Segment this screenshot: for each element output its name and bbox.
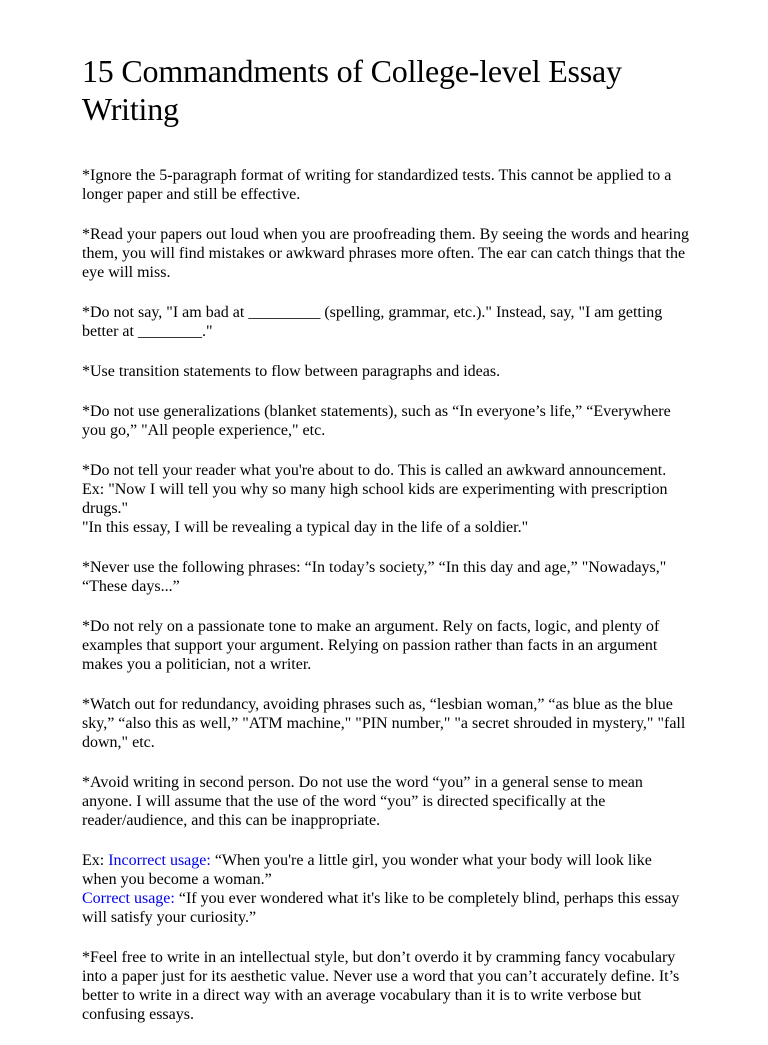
correct-usage-text: “If you ever wondered what it's like to be completely blind, perhaps this essay will satisfy your curiosity.” [82, 890, 680, 926]
commandment-3: *Do not say, "I am bad at _________ (spelling, grammar, etc.)." Instead, say, "I am getting better at ________." [82, 304, 663, 340]
commandment-9: *Watch out for redundancy, avoiding phrases such as, “lesbian woman,” “as blue as the blue sky,” “also this as well,” "ATM machine," "PIN number," "a secret shrouded in mystery," "fall down," etc. [82, 696, 686, 751]
correct-usage-label: Correct usage: [82, 890, 175, 907]
incorrect-usage-text: “When you're a little girl, you wonder what your body will look like when you become a woman.” [82, 852, 652, 888]
commandment-7: *Never use the following phrases: “In today’s society,” “In this day and age,” "Nowadays," “These days...” [82, 559, 667, 595]
commandment-1: *Ignore the 5-paragraph format of writing for standardized tests. This cannot be applied to a longer paper and still be effective. [82, 167, 672, 203]
commandment-4: *Use transition statements to flow between paragraphs and ideas. [82, 363, 501, 380]
usage-examples [82, 851, 690, 927]
example-prefix: Ex: [82, 852, 109, 869]
document-page [82, 52, 690, 1045]
commandment-5: *Do not use generalizations (blanket statements), such as “In everyone’s life,” “Everywhere you go,” "All people experience," etc. [82, 403, 671, 439]
commandment-10: *Avoid writing in second person. Do not use the word “you” in a general sense to mean anyone. I will assume that the use of the word “you” is directed specifically at the reader/audience, and this can be inappropriate. [82, 774, 643, 829]
commandment-2: *Read your papers out loud when you are proofreading them. By seeing the words and hearing them, you will find mistakes or awkward phrases more often. The ear can catch things that the eye will miss. [82, 226, 689, 281]
commandment-6-intro: *Do not tell your reader what you're about to do. This is called an awkward announcement. [82, 462, 667, 479]
commandment-8: *Do not rely on a passionate tone to make an argument. Rely on facts, logic, and plenty of examples that support your argument. Relying on passion rather than facts in an argument makes you a politician, not a writer. [82, 618, 660, 673]
commandment-12: *Feel free to write in an intellectual style, but don’t overdo it by cramming fancy vocabulary into a paper just for its aesthetic value. Never use a word that you can’t accurately define. It’s better to write in a direct way with an average vocabulary than it is to write verbose but confusing essays. [82, 949, 680, 1023]
incorrect-usage-label: Incorrect usage: [108, 852, 211, 869]
document-title: 15 Commandments of College-level Essay Writing [82, 53, 622, 127]
commandment-6 [82, 461, 690, 537]
incorrect-usage-example [82, 851, 690, 889]
correct-usage-example [82, 889, 690, 927]
commandment-6-example-2: "In this essay, I will be revealing a typical day in the life of a soldier." [82, 519, 529, 536]
commandment-6-example-1: Ex: "Now I will tell you why so many high school kids are experimenting with prescription drugs." [82, 481, 668, 517]
